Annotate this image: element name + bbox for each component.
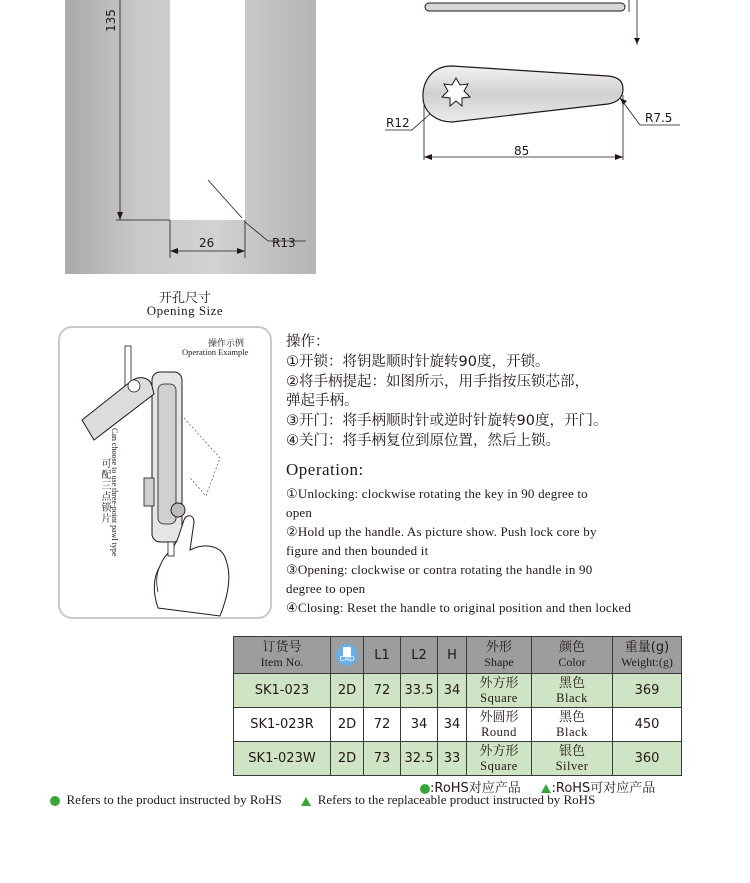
operation-step3-cn: ③开门：将手柄顺时针或逆时针旋转90度，开门。 [286,413,608,429]
dimension-135-label: 135 [104,9,118,32]
cell-h: 34 [438,708,467,742]
operation-step2-en-cont: figure and then bounded it [286,543,429,558]
rohs-triangle-icon [301,797,311,806]
header-weight: 重量(g) Weight:(g) [613,637,682,674]
cell-item: SK1-023W [234,742,331,776]
rohs-legend-en: Refers to the product instructed by RoHS Refers to the replaceable product instructed by RoHS [50,792,595,808]
dimension-85-label: 85 [514,144,530,158]
product-spec-table [233,636,682,776]
operation-example-title-cn: 操作示例 [208,339,245,349]
header-item-no: 订货号 Item No. [234,637,331,674]
cell-h: 34 [438,674,467,708]
operation-heading-cn: 操作： [286,334,330,350]
table-row [234,708,682,742]
cell-l2: 32.5 [401,742,438,776]
cell-weight: 369 [613,674,682,708]
cell-weight: 450 [613,708,682,742]
opening-size-caption-cn: 开孔尺寸 [158,291,211,306]
operation-example-box [58,326,272,619]
header-h: H [438,637,467,674]
header-l1: L1 [364,637,401,674]
cell-weight: 360 [613,742,682,776]
cad-icon[interactable]: CAD [336,644,358,666]
cell-item: SK1-023 [234,674,331,708]
cell-item: SK1-023R [234,708,331,742]
operation-step4-en: ④Closing: Reset the handle to original position and then locked [286,600,632,615]
operation-step3-en: ③Opening: clockwise or contra rotating the handle in 90 [286,562,593,577]
cell-l1: 72 [364,708,401,742]
operation-step3-en-cont: degree to open [286,581,366,596]
cell-shape: 外圆形 Round [467,708,532,742]
cell-color: 黑色 Black [532,708,613,742]
table-row [234,742,682,776]
cell-cad[interactable]: 2D [331,742,364,776]
cell-shape: 外方形 Square [467,742,532,776]
opening-size-caption-en: Opening Size [146,303,224,318]
cell-cad[interactable]: 2D [331,708,364,742]
table-row [234,674,682,708]
cell-l2: 34 [401,708,438,742]
cell-h: 33 [438,742,467,776]
cell-l1: 72 [364,674,401,708]
header-cad [331,637,364,674]
cell-color: 银色 Silver [532,742,613,776]
table-header-row [234,637,682,674]
operation-example-title-en: Operation Example [182,347,249,357]
header-shape: 外形 Shape [467,637,532,674]
three-point-pawl-note-cn: 可配三点锁片 [99,458,110,524]
operation-step1-en-cont: open [286,505,313,520]
rohs-legend-cn: :RoHS对应产品 :RoHS可对应产品 [420,777,655,796]
operation-heading-en: Operation: [286,460,364,479]
cell-l1: 73 [364,742,401,776]
dimension-r13-label: R13 [272,236,296,250]
dimension-lines [0,0,750,300]
header-l2: L2 [401,637,438,674]
header-color: 颜色 Color [532,637,613,674]
cell-color: 黑色 Black [532,674,613,708]
operation-step2-cn-cont: 弹起手柄。 [286,393,359,409]
operation-step2-en: ②Hold up the handle. As picture show. Push lock core by [286,524,597,539]
hand-operating-handle-illustration [60,328,270,617]
dimension-26-label: 26 [199,236,215,250]
cell-shape: 外方形 Square [467,674,532,708]
operation-step4-cn: ④关门：将手柄复位到原位置，然后上锁。 [286,433,560,449]
operation-step2-cn: ②将手柄提起：如图所示，用手指按压锁芯部， [286,374,589,390]
cell-cad[interactable]: 2D [331,674,364,708]
dimension-r12-label: R12 [386,116,410,130]
operation-step1-cn: ①开锁：将钥匙顺时针旋转90度，开锁。 [286,354,550,370]
operation-step1-en: ①Unlocking: clockwise rotating the key in 90 degree to [286,486,588,501]
cell-l2: 33.5 [401,674,438,708]
three-point-pawl-note-en: Can choose to use three-point pawl type [110,428,119,557]
rohs-dot-icon [50,796,60,806]
dimension-r7-5-label: R7.5 [645,111,673,125]
